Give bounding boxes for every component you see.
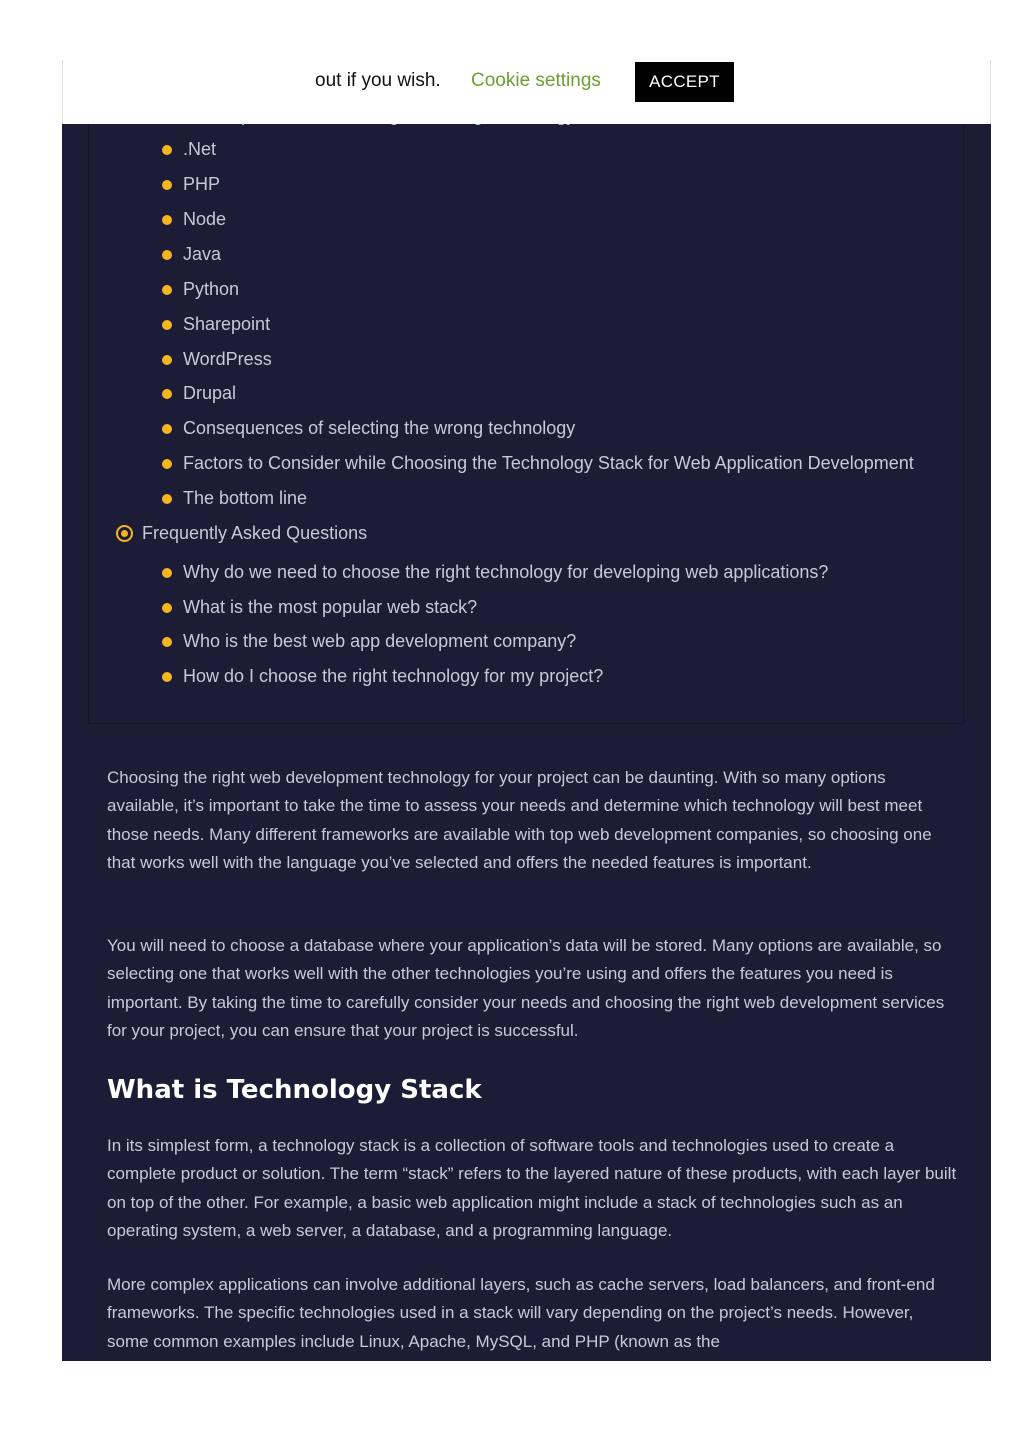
toc-bullet-icon [162,494,172,504]
toc-link-node[interactable]: Node [183,209,227,229]
toc-link-java[interactable]: Java [183,244,222,264]
toc-link-how-choose[interactable]: How do I choose the right technology for my project? [183,666,604,686]
toc-link-consequences[interactable]: Consequences of selecting the wrong technology [183,418,576,438]
toc-link-drupal[interactable]: Drupal [183,383,237,403]
toc-link-faq[interactable]: Frequently Asked Questions [142,523,368,543]
toc-bullet-icon [162,320,172,330]
accept-button[interactable]: ACCEPT [635,62,734,102]
toc-link-popular-stack[interactable]: What is the most popular web stack? [183,597,478,617]
toc-link-sharepoint[interactable]: Sharepoint [183,314,271,334]
article-page [62,60,991,1361]
toc-bullet-icon [162,424,172,434]
toc-bullet-icon [162,285,172,295]
article-paragraph: More complex applications can involve additional layers, such as cache servers, load balancers, and front-end frameworks. The specific technologies used in a stack will vary depending on the project’s needs. However, some common examples include Linux, Apache, MySQL, and PHP (known as the [107,1275,935,1351]
toc-ring-bullet-icon [116,525,133,542]
section-heading: What is Technology Stack [107,1075,482,1105]
toc-link-best-company[interactable]: Who is the best web app development company? [183,631,577,651]
toc-bullet-icon [162,568,172,578]
toc-bullet-icon [162,459,172,469]
article-paragraph: You will need to choose a database where your application’s data will be stored. Many options are available, so selecting one that works well with the other technologies you’re using and offers the features you need is important. By taking the time to carefully consider your needs and choosing the right web development services for your project, you can ensure that your project is successful. [107,936,945,1041]
toc-link-php[interactable]: PHP [183,174,221,194]
article-paragraph: Choosing the right web development technology for your project can be daunting. With so many options available, it’s important to take the time to assess your needs and determine which technology will best meet those needs. Many different frameworks are available with top web development companies, so choosing one that works well with the language you’ve selected and offers the needed features is important. [107,768,932,873]
toc-bullet-icon [162,145,172,155]
cookie-consent-bar [62,60,991,124]
toc-bullet-icon [162,180,172,190]
toc-link-wordpress[interactable]: WordPress [183,349,272,369]
toc-link-why-choose[interactable]: Why do we need to choose the right technology for developing web applications? [183,562,829,582]
toc-bullet-icon [162,389,172,399]
toc-bullet-icon [162,603,172,613]
toc-link-net[interactable]: .Net [183,139,217,159]
toc-bullet-icon [162,637,172,647]
toc-bullet-icon [162,215,172,225]
cookie-message: out if you wish. [315,70,441,91]
toc-bullet-icon [162,250,172,260]
article-paragraph: In its simplest form, a technology stack is a collection of software tools and technologies used to create a complete product or solution. The term “stack” refers to the layered nature of these products, with each layer built on top of the other. For example, a basic web application might include a stack of technologies such as an operating system, a web server, a database, and a programming language. [107,1136,957,1241]
cookie-settings-link[interactable]: Cookie settings [471,70,601,91]
toc-link-bottom-line[interactable]: The bottom line [183,488,308,508]
toc-bullet-icon [162,355,172,365]
toc-link-python[interactable]: Python [183,279,240,299]
toc-bullet-icon [162,672,172,682]
toc-link-factors[interactable]: Factors to Consider while Choosing the Technology Stack for Web Application Development [183,453,914,473]
